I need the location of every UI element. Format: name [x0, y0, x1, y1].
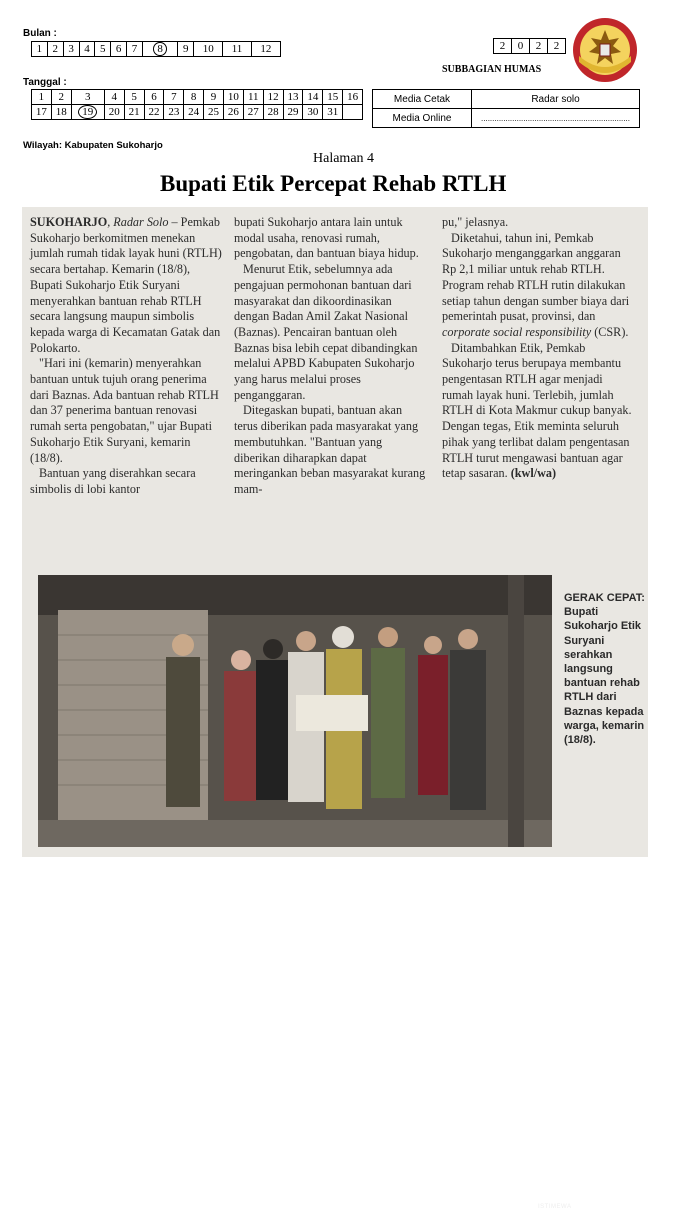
article-column-1 — [30, 215, 224, 498]
date-cell: 2 — [51, 90, 71, 105]
date-cell: 24 — [184, 105, 204, 120]
month-cell: 7 — [127, 42, 143, 57]
date-cell: 11 — [243, 90, 263, 105]
date-cell: 17 — [32, 105, 52, 120]
month-cell: 2 — [47, 42, 63, 57]
regency-emblem-icon — [571, 16, 639, 84]
date-cell: 5 — [124, 90, 144, 105]
page-number: Halaman 4 — [313, 151, 375, 166]
date-selected-circle: 19 — [78, 105, 97, 119]
date-cell: 21 — [124, 105, 144, 120]
paragraph-text: (CSR). — [591, 324, 629, 339]
photo-caption — [564, 591, 648, 747]
month-cell: 5 — [95, 42, 111, 57]
year-digit-cell: 2 — [548, 39, 566, 54]
date-cell: 6 — [144, 90, 164, 105]
media-online-label: Media Online — [373, 109, 472, 128]
article-headline: Bupati Etik Percepat Rehab RTLH — [160, 171, 507, 196]
month-cell: 10 — [194, 42, 223, 57]
year-digit-cell: 2 — [530, 39, 548, 54]
date-cell: 23 — [164, 105, 184, 120]
date-cell: 3 — [71, 90, 104, 105]
date-cell: 26 — [223, 105, 243, 120]
article-paragraph — [442, 341, 636, 482]
article-lead — [30, 215, 224, 356]
date-cell: 27 — [243, 105, 263, 120]
tanggal-label: Tanggal : — [23, 77, 67, 88]
date-grid — [31, 89, 363, 120]
date-cell: 25 — [204, 105, 224, 120]
month-cell — [142, 42, 177, 57]
article-paragraph — [442, 231, 636, 341]
paragraph-text: Ditambahkan Etik, Pemkab Sukoharjo terus berupaya membantu pengentasan RTLH agar menjadi rumah layak huni. Terlebih, jumlah RTLH di Kota Makmur cukup banyak. Dengan tegas, Etik meminta seluruh pihak yang terlibat dalam pengentasan RTLH turut mengawasi bantuan agar tetap sasaran. — [442, 340, 632, 481]
date-cell: 9 — [204, 90, 224, 105]
dateline-city: SUKOHARJO — [30, 215, 108, 229]
paragraph-text: Diketahui, tahun ini, Pemkab Sukoharjo menganggarkan anggaran Rp 2,1 miliar untuk rehab RTLH. Program rehab RTLH rutin dilakukan setiap tahun dengan sumber biaya dari pemerintah pusat, provinsi, dan — [442, 230, 630, 324]
newspaper-clipping — [22, 207, 648, 1210]
media-online-value: ................................................................... — [472, 109, 640, 128]
date-cell — [71, 105, 104, 120]
year-grid — [493, 38, 566, 54]
date-cell: 14 — [303, 90, 323, 105]
bulan-label: Bulan : — [23, 28, 57, 39]
month-cell: 4 — [79, 42, 95, 57]
byline: (kwl/wa) — [507, 466, 557, 481]
media-cetak-label: Media Cetak — [373, 90, 472, 109]
date-cell: 30 — [303, 105, 323, 120]
date-cell — [343, 105, 363, 120]
lead-text: Pemkab Sukoharjo berkomitmen menekan jumlah rumah tidak layak huni (RTLH) secara bertahap. Kemarin (18/8), Bupati Sukoharjo Etik Suryani menyerahkan bantuan rehab RTLH secara langsung maupun simbolis kepada warga di Kecamatan Gatak dan Polokarto. — [30, 215, 222, 355]
article-paragraph: Menurut Etik, sebelumnya ada pengajuan permohonan bantuan dari masyarakat dan dikoordinasikan dengan Badan Amil Zakat Nasional (Baznas). Pencairan bantuan oleh Baznas bisa lebih cepat dibandingkan melalui APBD Kabupaten Sukoharjo yang harus melalui proses penganggaran. — [234, 262, 418, 402]
month-selected-circle: 8 — [153, 42, 167, 56]
date-cell: 7 — [164, 90, 184, 105]
article-paragraph: pu," jelasnya. — [442, 215, 509, 229]
article-paragraph: Ditegaskan bupati, bantuan akan terus diberikan pada masyarakat yang membutuhkan. "Bantuan yang diberikan diharapkan dapat meringankan beban masyarakat kurang mam- — [234, 403, 426, 496]
date-cell: 4 — [104, 90, 124, 105]
department-label: SUBBAGIAN HUMAS — [442, 64, 542, 75]
article-paragraph: bupati Sukoharjo antara lain untuk modal usaha, renovasi rumah, pengobatan, dan bantuan biaya hidup. — [234, 215, 419, 261]
csr-term: corporate social responsibility — [442, 324, 592, 339]
month-cell: 6 — [111, 42, 127, 57]
caption-body: Bupati Sukoharjo Etik Suryani serahkan langsung bantuan rehab RTLH dari Baznas kepada warga, kemarin (18/8). — [564, 606, 645, 747]
date-cell: 8 — [184, 90, 204, 105]
article-photo — [38, 575, 572, 1210]
date-cell: 1 — [32, 90, 52, 105]
date-cell: 28 — [263, 105, 283, 120]
date-cell: 12 — [263, 90, 283, 105]
date-cell: 18 — [51, 105, 71, 120]
year-digit-cell: 2 — [494, 39, 512, 54]
article-column-3 — [442, 215, 636, 482]
article-paragraph: "Hari ini (kemarin) menyerahkan bantuan untuk tujuh orang penerima dari Baznas. Ada bantuan rehab RTLH dan 37 penerima bantuan renovasi rumah serta pengobatan," ujar Bupati Sukoharjo Etik Suryani, kemarin (18/8). — [30, 356, 219, 465]
caption-head: GERAK CEPAT: — [564, 592, 645, 604]
month-cell: 9 — [178, 42, 194, 57]
dateline-source: , Radar Solo – — [107, 215, 178, 229]
month-grid — [31, 41, 281, 57]
date-cell: 29 — [283, 105, 303, 120]
month-cell: 1 — [32, 42, 48, 57]
year-digit-cell: 0 — [512, 39, 530, 54]
date-cell: 31 — [323, 105, 343, 120]
date-cell: 16 — [343, 90, 363, 105]
month-cell: 11 — [223, 42, 251, 57]
date-cell: 20 — [104, 105, 124, 120]
article-column-2 — [234, 215, 428, 498]
region-label: Wilayah: Kabupaten Sukoharjo — [23, 140, 163, 151]
date-cell: 22 — [144, 105, 164, 120]
article-paragraph: Bantuan yang diserahkan secara simbolis di lobi kantor — [30, 466, 196, 496]
date-cell: 10 — [223, 90, 243, 105]
media-cetak-value: Radar solo — [472, 90, 640, 109]
month-cell: 12 — [251, 42, 280, 57]
date-cell: 15 — [323, 90, 343, 105]
date-cell: 13 — [283, 90, 303, 105]
media-table — [372, 89, 640, 128]
photo-credit: ISTIMEWA — [538, 1204, 572, 1210]
month-cell: 3 — [63, 42, 79, 57]
